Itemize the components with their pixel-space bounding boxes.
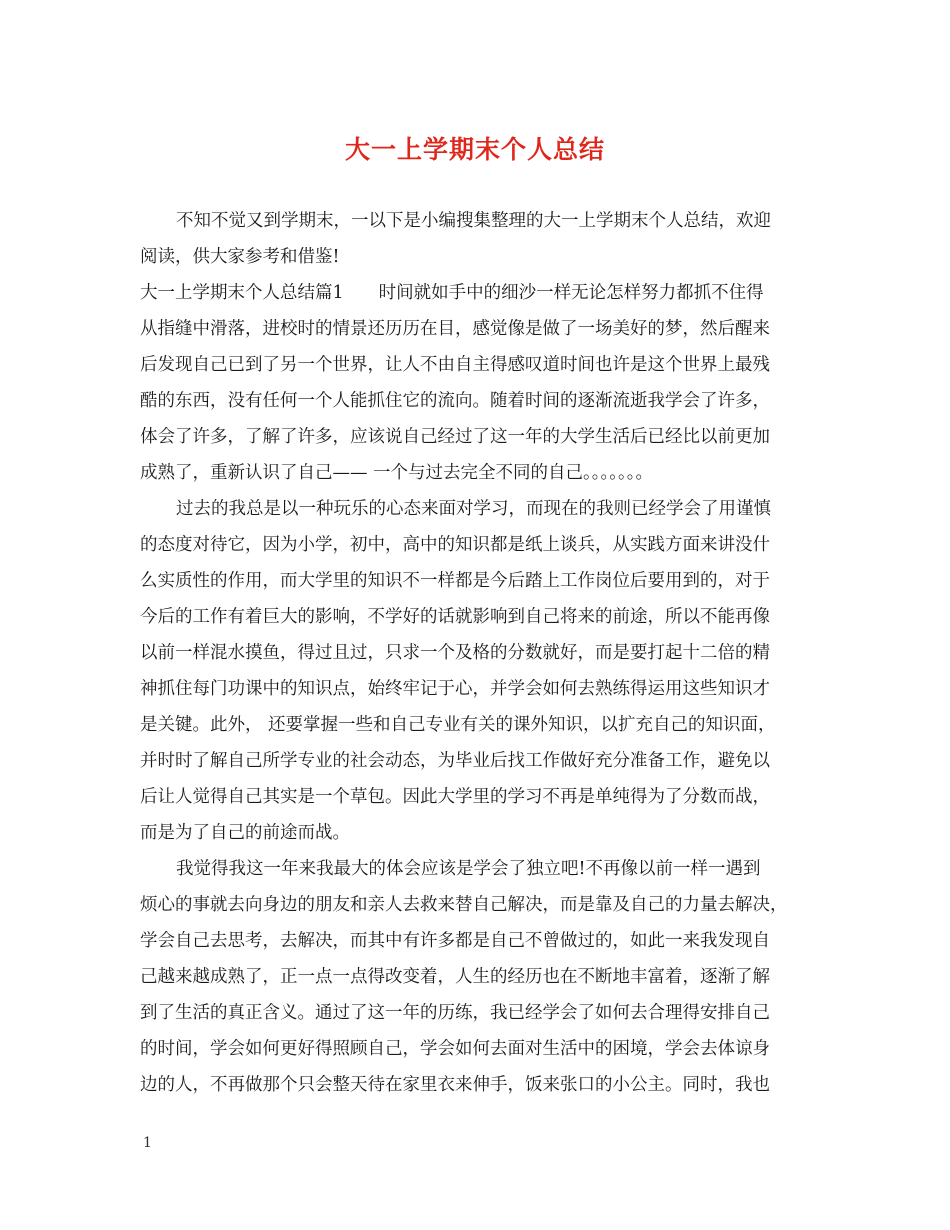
text-line: 是关键。此外， 还要掌握一些和自己专业有关的课外知识，以扩充自己的知识面， (140, 715, 776, 735)
text-line: 学会自己去思考，去解决，而其中有许多都是自己不曾做过的，如此一来我发现自 (140, 931, 770, 951)
document-body (140, 203, 828, 1103)
text-line: 到了生活的真正含义。通过了这一年的历练，我已经学会了如何去合理得安排自己 (140, 1003, 770, 1023)
page-number: 1 (143, 1135, 152, 1151)
text-line: 我觉得我这一年来我最大的体会应该是学会了独立吧!不再像以前一样一遇到 (176, 859, 761, 879)
text-line: 酷的东西，没有任何一个人能抓住它的流向。随着时间的逐渐流逝我学会了许多， (140, 391, 770, 411)
text-line: 成熟了，重新认识了自己—— 一个与过去完全不同的自己。。。。。。。 (140, 463, 654, 483)
text-line: 后让人觉得自己其实是一个草包。因此大学里的学习不再是单纯得为了分数而战， (140, 787, 770, 807)
text-line: 体会了许多，了解了许多，应该说自己经过了这一年的大学生活后已经比以前更加 (140, 427, 770, 447)
text-line: 神抓住每门功课中的知识点，始终牢记于心，并学会如何去熟练得运用这些知识才 (140, 679, 770, 699)
text-line: 的时间，学会如何更好得照顾自己，学会如何去面对生活中的困境，学会去体谅身 (140, 1039, 770, 1059)
text-line: 以前一样混水摸鱼，得过且过，只求一个及格的分数就好，而是要打起十二倍的精 (140, 643, 770, 663)
text-line: 不知不觉又到学期末，一以下是小编搜集整理的大一上学期末个人总结，欢迎 (176, 211, 771, 231)
text-line: 么实质性的作用，而大学里的知识不一样都是今后踏上工作岗位后要用到的，对于 (140, 571, 770, 591)
text-line: 今后的工作有着巨大的影响，不学好的话就影响到自己将来的前途，所以不能再像 (140, 607, 770, 627)
text-line: 后发现自己已到了另一个世界，让人不由自主得感叹道时间也许是这个世界上最残 (140, 355, 770, 375)
text-line: 过去的我总是以一种玩乐的心态来面对学习，而现在的我则已经学会了用谨慎 (176, 499, 771, 519)
text-line: 从指缝中滑落，进校时的情景还历历在目，感觉像是做了一场美好的梦，然后醒来 (140, 319, 770, 339)
text-line: 烦心的事就去向身边的朋友和亲人去救来替自己解决，而是靠及自己的力量去解决， (140, 895, 788, 915)
text-line: 的态度对待它，因为小学，初中，高中的知识都是纸上谈兵，从实践方面来讲没什 (140, 535, 770, 555)
text-line: 边的人，不再做那个只会整天待在家里衣来伸手，饭来张口的小公主。同时，我也 (140, 1075, 770, 1095)
document-title: 大一上学期末个人总结 (344, 135, 605, 164)
text-line: 己越来越成熟了，正一点一点得改变着，人生的经历也在不断地丰富着，逐渐了解 (140, 967, 770, 987)
text-line: 大一上学期末个人总结篇1 时间就如手中的细沙一样无论怎样努力都抓不住得 (140, 283, 764, 303)
text-line: 并时时了解自己所学专业的社会动态，为毕业后找工作做好充分准备工作，避免以 (140, 751, 770, 771)
text-line: 阅读，供大家参考和借鉴! (140, 247, 340, 267)
text-line: 而是为了自己的前途而战。 (140, 823, 350, 843)
